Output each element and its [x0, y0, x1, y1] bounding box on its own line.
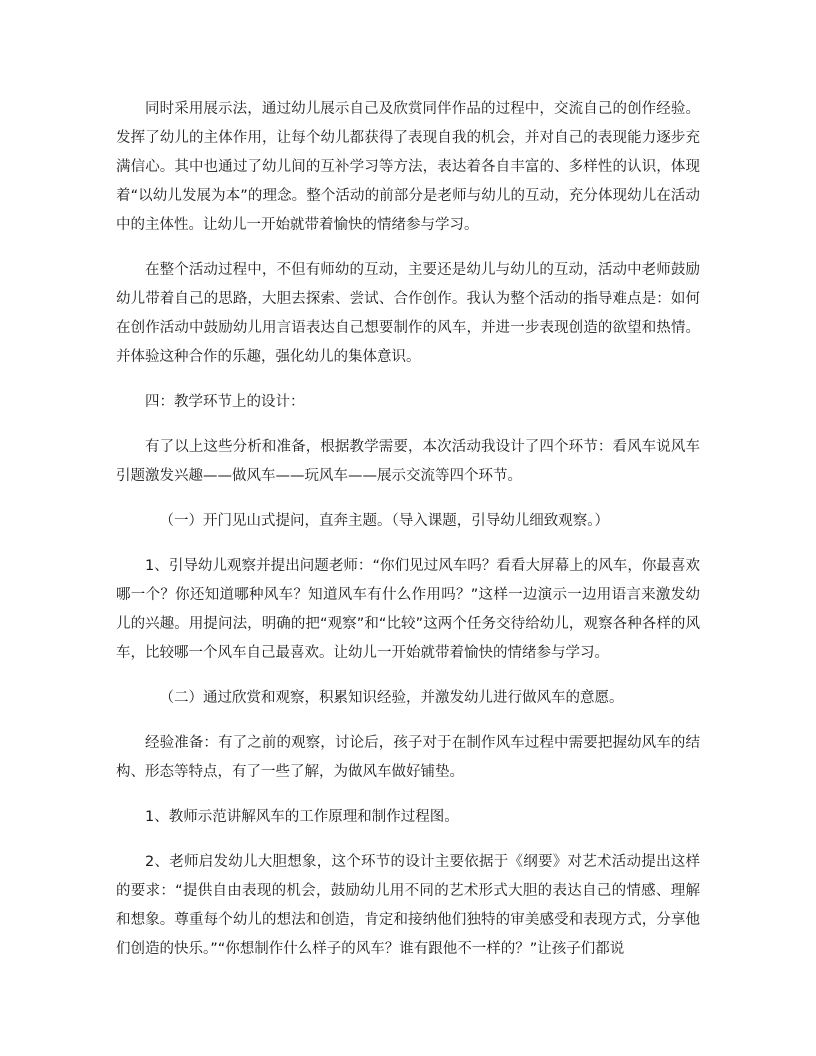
document-body	[116, 95, 700, 964]
paragraph-imagination: 2、老师启发幼儿大胆想象，这个环节的设计主要依据于《纲要》对艺术活动提出这样的要求：“提供自由表现的机会，鼓励幼儿用不同的艺术形式大胆的表达自己的情感、理解和想象。尊重每个幼儿的想法和创造，肯定和接纳他们独特的审美感受和表现方式，分享他们创造的快乐。”“你想制作什么样子的风车？谁有跟他不一样的？”让孩子们都说	[116, 854, 700, 957]
paragraph-display-method: 同时采用展示法，通过幼儿展示自己及欣赏同伴作品的过程中，交流自己的创作经验。发挥了幼儿的主体作用，让每个幼儿都获得了表现自我的机会，并对自己的表现能力逐步充满信心。其中也通过了幼儿间的互补学习等方法，表达着各自丰富的、多样性的认识，体现着“以幼儿发展为本”的理念。整个活动的前部分是老师与幼儿的互动，充分体现幼儿在活动中的主体性。让幼儿一开始就带着愉快的情绪参与学习。	[116, 101, 700, 233]
subheading-part-two: （二）通过欣赏和观察，积累知识经验，并激发幼儿进行做风车的意愿。	[159, 690, 624, 706]
section-heading-teaching-design: 四：教学环节上的设计：	[145, 394, 305, 410]
paragraph-four-stages: 有了以上这些分析和准备，根据教学需要，本次活动我设计了四个环节：看风车说风车引题激发兴趣——做风车——玩风车——展示交流等四个环节。	[116, 439, 700, 484]
subheading-part-one: （一）开门见山式提问，直奔主题。（导入课题，引导幼儿细致观察。）	[159, 513, 609, 529]
paragraph-observe-questions: 1、引导幼儿观察并提出问题老师：“你们见过风车吗？看看大屏幕上的风车，你最喜欢哪一个？你还知道哪种风车？知道风车有什么作用吗？”这样一边演示一边用语言来激发幼儿的兴趣。用提问法，明确的把“观察”和“比较”这两个任务交待给幼儿，观察各种各样的风车，比较哪一个风车自己最喜欢。让幼儿一开始就带着愉快的情绪参与学习。	[116, 558, 700, 661]
paragraph-experience-prep: 经验准备：有了之前的观察，讨论后，孩子对于在制作风车过程中需要把握幼风车的结构、形态等特点，有了一些了解，为做风车做好铺垫。	[116, 735, 700, 780]
paragraph-teacher-demo: 1、教师示范讲解风车的工作原理和制作过程图。	[145, 809, 459, 825]
paragraph-interaction: 在整个活动过程中，不但有师幼的互动，主要还是幼儿与幼儿的互动，活动中老师鼓励幼儿带着自己的思路，大胆去探索、尝试、合作创作。我认为整个活动的指导难点是：如何在创作活动中鼓励幼儿用言语表达自己想要制作的风车，并进一步表现创造的欲望和热情。并体验这种合作的乐趣，强化幼儿的集体意识。	[116, 262, 700, 365]
